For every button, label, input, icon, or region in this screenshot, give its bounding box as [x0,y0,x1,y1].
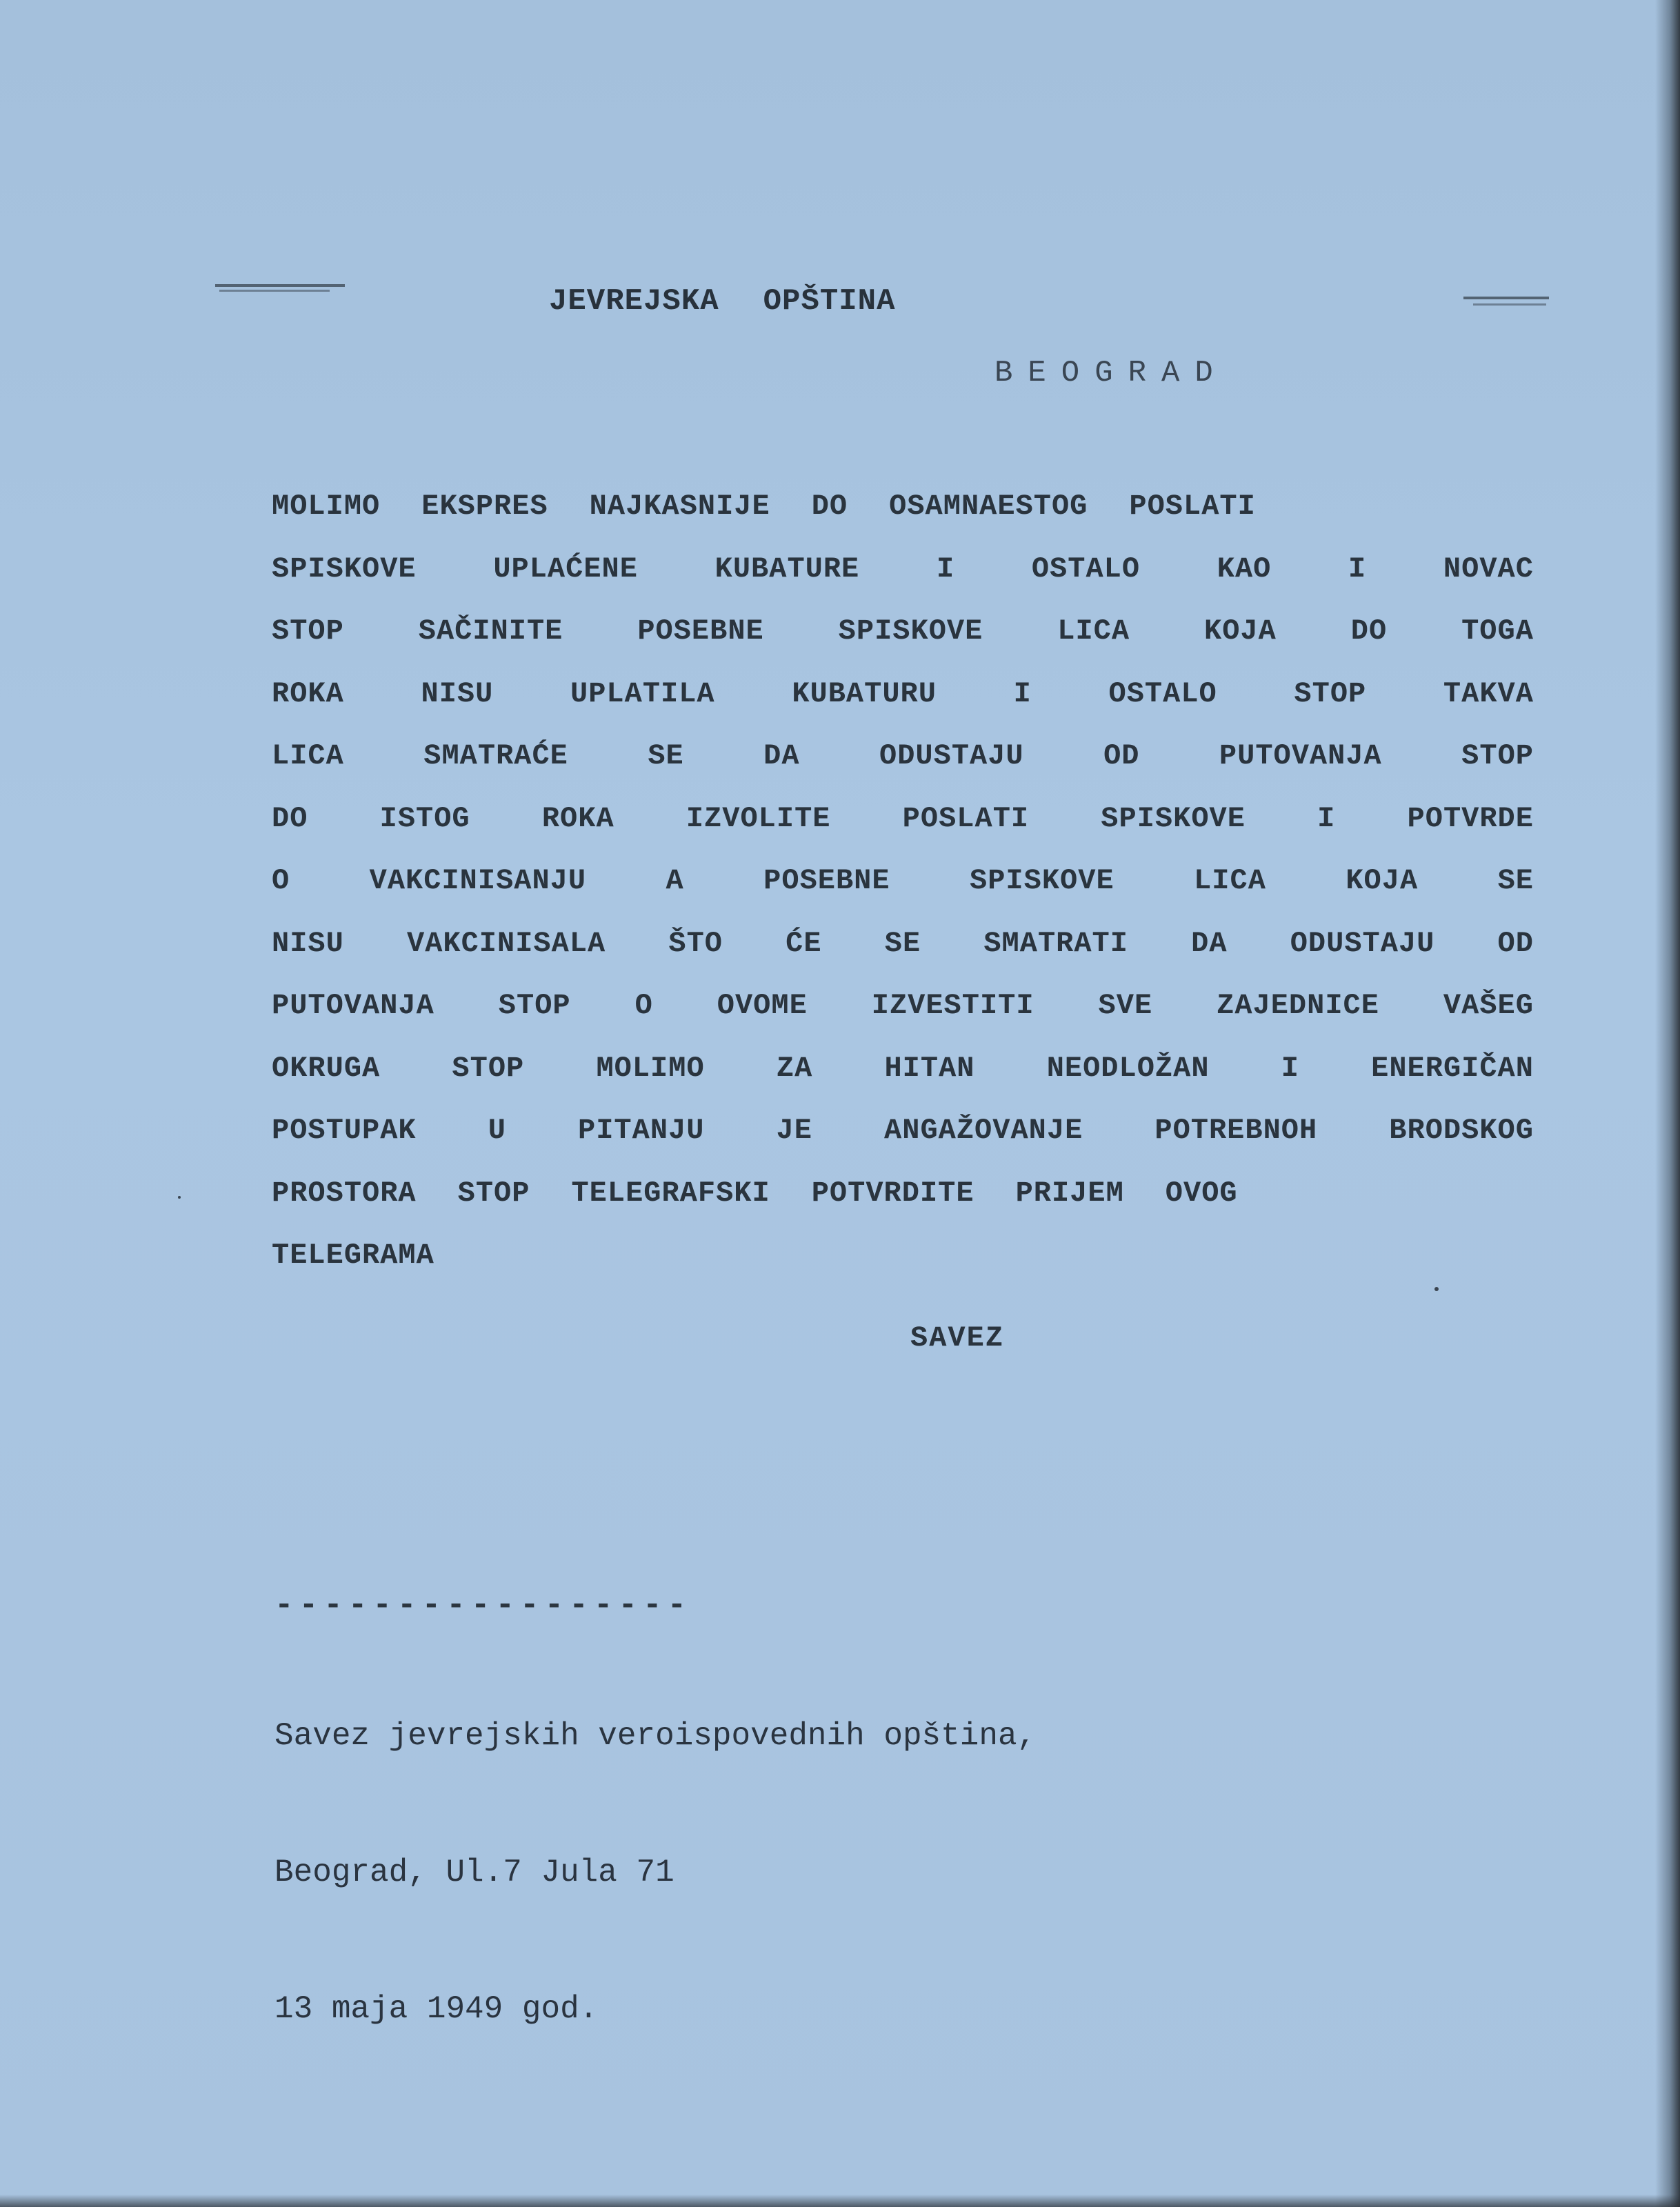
body-word: POTVRDITE [811,1176,974,1210]
body-word: ROKA [541,801,614,835]
body-word: IZVOLITE [686,801,831,835]
body-word: PITANJU [578,1114,705,1147]
addressee-heading [549,284,895,319]
body-word: VAKCINISANJU [369,864,587,897]
body-word: TOGA [1461,615,1534,648]
body-word: VAKCINISALA [406,926,606,960]
body-word: A [666,864,684,897]
body-word: NAJKASNIJE [589,490,770,523]
paper-speck [1434,1287,1439,1291]
body-line [272,799,1534,862]
body-word: SMATRAĆE [423,739,568,772]
body-word: STOP [457,1176,530,1210]
body-word: I [1317,801,1336,835]
sender-date: 13 maja 1949 god. [274,1991,599,2027]
addressee-word-2: OPŠTINA [763,284,896,319]
body-word: ŠTO [668,926,723,960]
body-word: IZVESTITI [871,989,1034,1022]
body-word: SAČINITE [418,615,563,648]
body-word: SVE [1098,989,1153,1022]
body-word: NISU [421,677,494,710]
sender-address: Beograd, Ul.7 Jula 71 [274,1855,674,1890]
body-word: OVOME [717,989,808,1022]
body-word: KOJA [1203,615,1277,648]
body-word: DA [763,739,800,772]
body-word: SE [1497,864,1534,897]
body-line [272,986,1534,1049]
body-line [272,1236,1534,1299]
paper-edge-shadow [1655,0,1680,2207]
body-word: NISU [272,926,344,960]
body-word: SPISKOVE [970,864,1114,897]
telegram-body [272,487,1534,1299]
body-word: DA [1191,926,1228,960]
body-word: DO [811,490,848,523]
body-line [272,737,1534,799]
margin-mark-right [1463,297,1549,299]
body-line [272,550,1534,612]
body-word: STOP [1294,677,1367,710]
body-word: O [272,864,290,897]
body-word: SE [884,926,921,960]
margin-mark-left-shadow [219,290,330,292]
body-word: KUBATURE [714,552,860,586]
body-word: UPLAĆENE [493,552,638,586]
body-word: ODUSTAJU [1290,926,1435,960]
body-word: PRIJEM [1015,1176,1124,1210]
body-word: POSTUPAK [272,1114,417,1147]
body-word: ENERGIČAN [1371,1051,1534,1085]
body-line [272,1111,1534,1174]
body-word: OVOG [1165,1176,1238,1210]
addressee-word-1: JEVREJSKA [549,284,719,319]
divider-dashes: ----------------- [274,1588,692,1624]
paper-speck [178,1196,181,1199]
body-word: POSLATI [902,801,1030,835]
body-line [272,1049,1534,1112]
body-word: NEODLOŽAN [1046,1051,1210,1085]
body-word: DO [272,801,308,835]
body-word: LICA [272,739,344,772]
body-word: STOP [498,989,571,1022]
body-line [272,924,1534,987]
body-word: ISTOG [379,801,470,835]
body-word: U [488,1114,506,1147]
body-word: STOP [272,615,344,648]
margin-mark-left [215,284,345,287]
body-word: ZA [776,1051,813,1085]
body-word: KAO [1217,552,1272,586]
body-line [272,1174,1534,1237]
body-word: I [1281,1051,1299,1085]
body-word: STOP [452,1051,525,1085]
body-word: TELEGRAFSKI [571,1176,770,1210]
paper-bottom-shadow [0,2195,1680,2207]
body-line [272,675,1534,737]
body-word: SPISKOVE [838,615,983,648]
body-word: SMATRATI [983,926,1128,960]
body-word: SPISKOVE [1101,801,1246,835]
body-word: ZAJEDNICE [1217,989,1379,1022]
body-word: OD [1497,926,1534,960]
signoff: SAVEZ [910,1321,1005,1355]
body-word: OSTALO [1108,677,1217,710]
body-word: KOJA [1346,864,1419,897]
body-word: POTVRDE [1407,801,1534,835]
body-word: MOLIMO [596,1051,705,1085]
body-word: TELEGRAMA [272,1239,434,1272]
body-word: JE [776,1114,812,1147]
body-word: ANGAŽOVANJE [884,1114,1083,1147]
body-word: EKSPRES [421,490,548,523]
body-line [272,487,1534,550]
body-word: I [936,552,955,586]
body-word: KUBATURU [792,677,937,710]
body-word: OSAMNAESTOG [889,490,1088,523]
body-word: I [1348,552,1367,586]
body-word: PUTOVANJA [272,989,434,1022]
body-word: NOVAC [1443,552,1534,586]
body-word: O [634,989,653,1022]
body-word: OKRUGA [272,1051,381,1085]
body-word: VAŠEG [1443,989,1534,1022]
body-word: POTREBNOH [1154,1114,1318,1147]
body-line [272,612,1534,675]
body-word: POSEBNE [637,615,764,648]
body-word: SPISKOVE [272,552,417,586]
body-word: POSEBNE [763,864,890,897]
body-word: I [1013,677,1032,710]
body-word: HITAN [884,1051,975,1085]
margin-mark-right-shadow [1473,303,1546,306]
body-word: PUTOVANJA [1219,739,1382,772]
body-word: MOLIMO [272,490,381,523]
body-word: PROSTORA [272,1176,417,1210]
body-word: TAKVA [1443,677,1534,710]
body-word: BRODSKOG [1389,1114,1534,1147]
sender-organization: Savez jevrejskih veroispovednih opština, [274,1718,1037,1754]
body-word: POSLATI [1129,490,1256,523]
body-word: STOP [1461,739,1534,772]
body-word: SE [648,739,684,772]
addressee-city: BEOGRAD [994,356,1228,390]
body-word: OD [1103,739,1140,772]
body-word: LICA [1194,864,1266,897]
body-word: OSTALO [1031,552,1141,586]
sender-block [274,1622,1036,2123]
body-word: UPLATILA [570,677,715,710]
body-word: DO [1350,615,1388,648]
body-word: ĆE [786,926,822,960]
body-word: ROKA [272,677,344,710]
body-line [272,861,1534,924]
body-word: LICA [1057,615,1130,648]
body-word: ODUSTAJU [879,739,1024,772]
